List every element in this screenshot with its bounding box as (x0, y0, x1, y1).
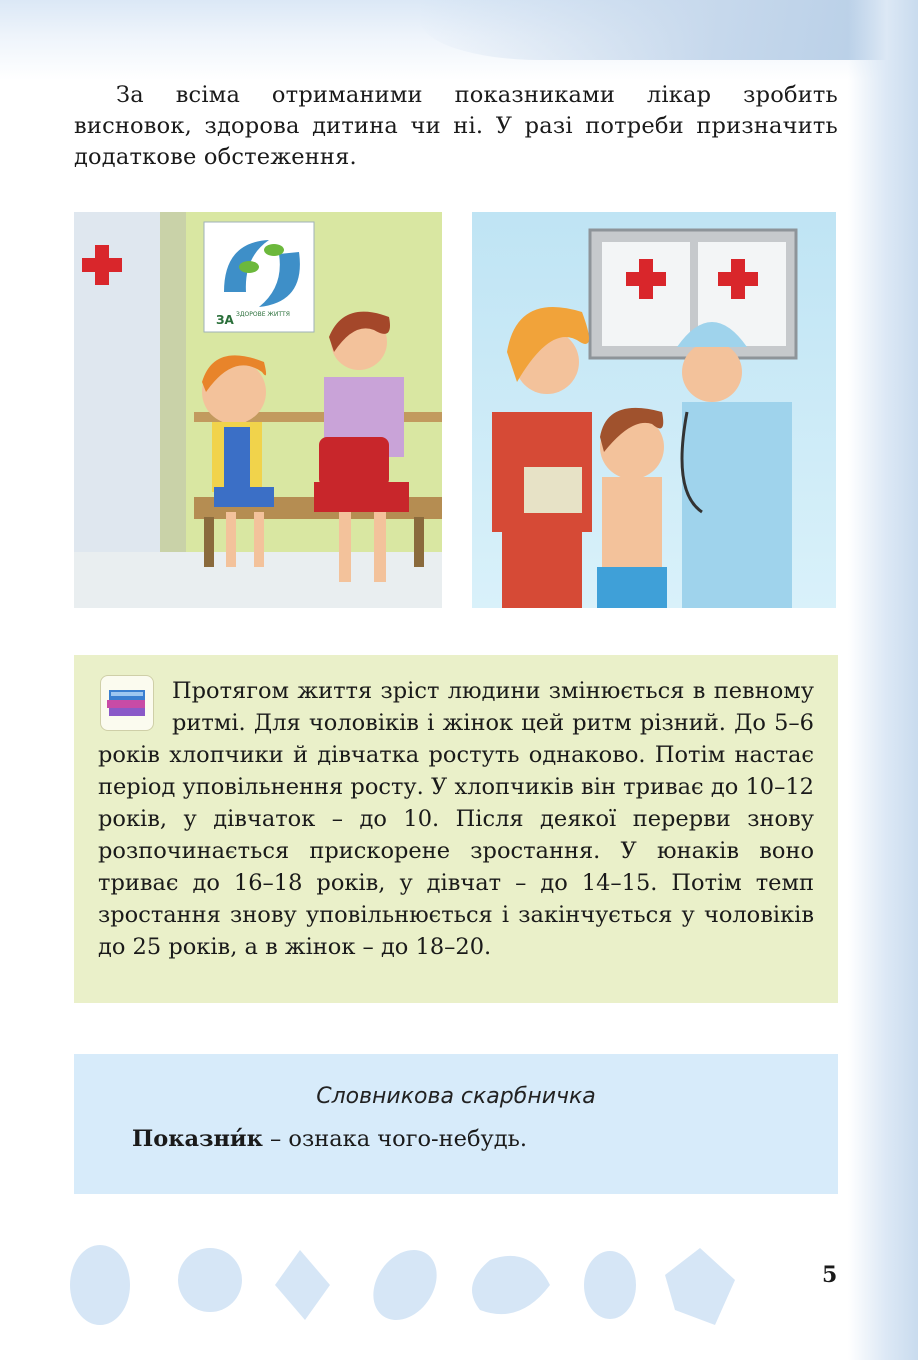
vocabulary-entry (132, 1126, 527, 1152)
top-swoosh-decoration (420, 0, 918, 60)
intro-paragraph: За всіма отриманими показниками лікар зробить висновок, здорова дитина чи ні. У разі потреби призначить додаткове обстеження. (74, 82, 838, 170)
info-box (74, 655, 838, 1003)
leaf-icon (178, 1248, 242, 1312)
info-paragraph: Протягом життя зріст людини змінюється в певному ритмі. Для чоловіків і жінок цей ритм різний. До 5–6 років хлопчики й дівчатка ростуть однаково. Потім настає період уповільнення росту. У хлопчиків він триває до 10–12 років, у дівчаток – до 10. Після деякої перерви знову розпочинається прискорене зростання. У юнаків воно триває до 16–18 років, у дівчат – до 14–15. Потім темп зростання знову уповільнюється і закінчується у чоловіків до 25 років, а в жінок – до 18–20. (98, 678, 814, 960)
leaf-icon (70, 1245, 130, 1325)
boy-figure (597, 408, 667, 608)
vocabulary-box (74, 1054, 838, 1194)
mother-figure (314, 312, 409, 582)
leaf-icon (584, 1251, 636, 1319)
info-text (98, 675, 814, 963)
page-number: 5 (822, 1262, 838, 1288)
doctor-figure (677, 322, 792, 608)
poster-caption-text: ЗДОРОВЕ ЖИТТЯ (236, 311, 290, 318)
doctor-visit-drawing (472, 212, 836, 608)
poster-short-text: ЗА (216, 313, 234, 327)
handbag (319, 437, 389, 487)
leaf-icon (472, 1256, 550, 1314)
leaves-decoration (60, 1240, 780, 1330)
right-edge-decoration (848, 0, 918, 1360)
vocabulary-title: Словникова скарбничка (316, 1084, 596, 1109)
health-poster (204, 222, 314, 332)
vocabulary-term: Показни́к (132, 1126, 263, 1152)
waiting-room-drawing (74, 212, 442, 608)
illustration-doctor-visit (472, 212, 836, 608)
leaf-icon (665, 1248, 735, 1325)
illustration-waiting-room (74, 212, 442, 608)
leaf-icon (275, 1250, 330, 1320)
medical-card (524, 467, 582, 513)
mother-figure (492, 307, 592, 608)
leaf-icon (360, 1240, 449, 1330)
vocabulary-definition: – ознака чого-небудь. (262, 1126, 527, 1152)
